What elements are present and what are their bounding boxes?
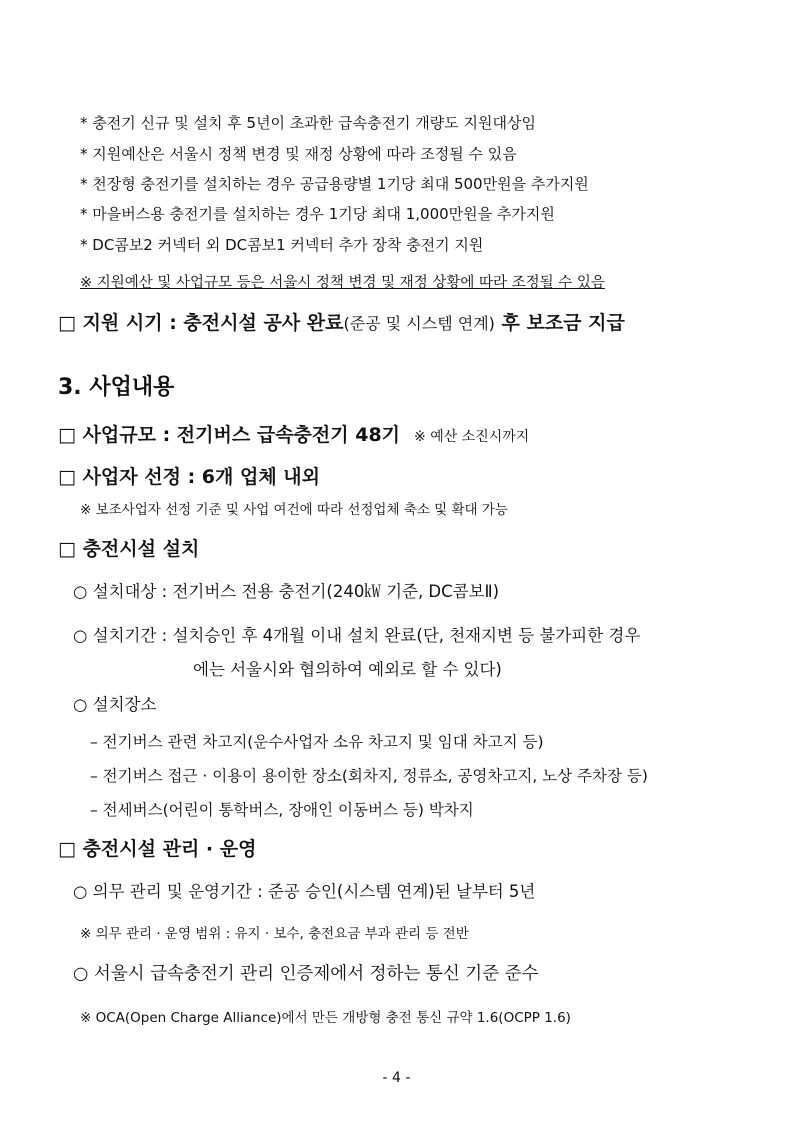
install-place-1: – 전기버스 관련 차고지(운수사업자 소유 차고지 및 임대 차고지 등) — [90, 733, 544, 751]
support-note-1: * 충전기 신규 및 설치 후 5년이 초과한 급속충전기 개량도 지원대상임 — [80, 114, 536, 132]
operation-standard: ○ 서울시 급속충전기 관리 인증제에서 정하는 통신 기준 준수 — [73, 964, 539, 984]
page-number: - 4 - — [382, 1070, 411, 1086]
support-note-3: * 천장형 충전기를 설치하는 경우 공급용량별 1기당 최대 500만원을 추가지원 — [80, 175, 589, 193]
scale-label: □ 사업규모 : 전기버스 급속충전기 48기 — [58, 424, 401, 446]
support-note-2: * 지원예산은 서울시 정책 변경 및 재정 상황에 따라 조정될 수 있음 — [80, 145, 517, 163]
underlined-note: ※ 지원예산 및 사업규모 등은 서울시 정책 변경 및 재정 상황에 따라 조정될 수 있음 — [80, 275, 605, 291]
selection-heading — [58, 462, 320, 489]
support-note-4: * 마을버스용 충전기를 설치하는 경우 1기당 최대 1,000만원을 추가지원 — [80, 205, 555, 223]
install-heading-label: □ 충전시설 설치 — [58, 538, 200, 560]
operation-duty-note: ※ 의무 관리 · 운영 범위 : 유지 · 보수, 충전요금 부과 관리 등 전반 — [80, 926, 469, 942]
operation-standard-note: ※ OCA(Open Charge Alliance)에서 만든 개방형 충전 통신 규약 1.6(OCPP 1.6) — [80, 1010, 571, 1026]
install-place-2: – 전기버스 접근 · 이용이 용이한 장소(회차지, 정류소, 공영차고지, 노상 주차장 등) — [90, 767, 648, 785]
scale-note: ※ 예산 소진시까지 — [414, 429, 530, 445]
selection-note: ※ 보조사업자 선정 기준 및 사업 여건에 따라 선정업체 축소 및 확대 가능 — [80, 502, 508, 518]
support-timing — [58, 308, 625, 335]
support-timing-prefix: □ 지원 시기 : 충전시설 공사 완료 — [58, 312, 344, 334]
operation-duty: ○ 의무 관리 및 운영기간 : 준공 승인(시스템 연계)된 날부터 5년 — [73, 882, 536, 901]
operation-heading-label: □ 충전시설 관리 · 운영 — [58, 838, 257, 860]
install-heading — [58, 534, 199, 561]
install-target: ○ 설치대상 : 전기버스 전용 충전기(240㎾ 기준, DC콤보Ⅱ) — [73, 582, 500, 601]
install-place-heading: ○ 설치장소 — [73, 695, 157, 714]
section-title: 3. 사업내용 — [58, 375, 175, 400]
scale-heading — [58, 420, 529, 447]
selection-label: □ 사업자 선정 : 6개 업체 내외 — [58, 466, 320, 488]
support-timing-middle: (준공 및 시스템 연계) — [343, 314, 495, 333]
install-period-line2: 에는 서울시와 협의하여 예외로 할 수 있다) — [193, 660, 502, 679]
operation-heading — [58, 834, 256, 861]
install-period-line1: ○ 설치기간 : 설치승인 후 4개월 이내 설치 완료(단, 천재지변 등 불가피한 경우 — [73, 626, 641, 645]
install-place-3: – 전세버스(어린이 통학버스, 장애인 이동버스 등) 박차지 — [90, 801, 474, 819]
support-timing-suffix: 후 보조금 지급 — [494, 312, 625, 334]
support-note-5: * DC콤보2 커넥터 외 DC콤보1 커넥터 추가 장착 충전기 지원 — [80, 236, 484, 254]
